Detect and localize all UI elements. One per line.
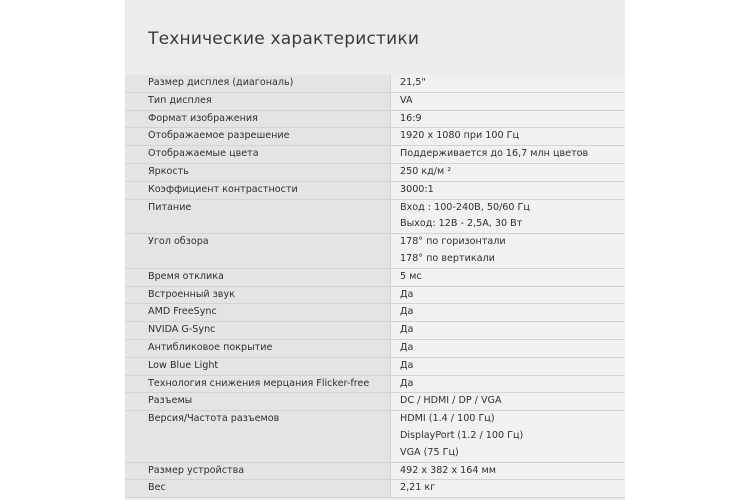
spec-value-line: Да	[400, 377, 414, 389]
spec-label: Размер дисплея (диагональ)	[125, 75, 391, 92]
spec-value-line: Вход : 100-240В, 50/60 Гц	[400, 201, 530, 213]
spec-label: Версия/Частота разъемов	[125, 411, 391, 461]
spec-label: Вес	[125, 480, 391, 497]
spec-row	[125, 200, 625, 235]
spec-value-line: Да	[400, 288, 414, 300]
spec-row	[125, 93, 625, 111]
spec-label: Питание	[125, 200, 391, 234]
spec-row	[125, 304, 625, 322]
spec-value-line: Да	[400, 359, 414, 371]
spec-value	[391, 480, 625, 497]
spec-value	[391, 111, 625, 128]
spec-label: Размер устройства	[125, 463, 391, 480]
spec-row	[125, 463, 625, 481]
spec-value-line: HDMI (1.4 / 100 Гц)	[400, 413, 495, 425]
spec-value-line: 5 мс	[400, 270, 422, 282]
spec-value	[391, 411, 625, 461]
spec-label: Угол обзора	[125, 234, 391, 268]
spec-value-line: Да	[400, 306, 414, 318]
spec-label: Тип дисплея	[125, 93, 391, 110]
spec-row	[125, 234, 625, 269]
spec-value	[391, 358, 625, 375]
spec-value	[391, 376, 625, 393]
spec-label: Отображаемые цвета	[125, 146, 391, 163]
spec-value	[391, 234, 625, 268]
spec-label: Антибликовое покрытие	[125, 340, 391, 357]
spec-value-line: DisplayPort (1.2 / 100 Гц)	[400, 429, 524, 441]
spec-value	[391, 393, 625, 410]
spec-value	[391, 340, 625, 357]
spec-row	[125, 128, 625, 146]
spec-value	[391, 75, 625, 92]
spec-value-line: 178° по горизонтали	[400, 236, 506, 248]
spec-label: AMD FreeSync	[125, 304, 391, 321]
spec-label: Технология снижения мерцания Flicker-free	[125, 376, 391, 393]
spec-row	[125, 411, 625, 462]
spec-label: Low Blue Light	[125, 358, 391, 375]
spec-label: Отображаемое разрешение	[125, 128, 391, 145]
spec-row	[125, 146, 625, 164]
spec-value-line: Выход: 12В - 2,5А, 30 Вт	[400, 218, 523, 230]
spec-value-line: Да	[400, 324, 414, 336]
spec-value	[391, 164, 625, 181]
spec-panel	[125, 0, 625, 500]
spec-label: Встроенный звук	[125, 287, 391, 304]
spec-row	[125, 269, 625, 287]
spec-row	[125, 376, 625, 394]
spec-label: Разъемы	[125, 393, 391, 410]
spec-row	[125, 340, 625, 358]
spec-value-line: Поддерживается до 16,7 млн цветов	[400, 148, 589, 160]
spec-label: Формат изображения	[125, 111, 391, 128]
spec-row	[125, 322, 625, 340]
spec-value	[391, 200, 625, 234]
spec-value	[391, 304, 625, 321]
spec-value	[391, 182, 625, 199]
spec-value-line: VA	[400, 94, 413, 106]
spec-value-line: DC / HDMI / DP / VGA	[400, 395, 502, 407]
spec-value-line: Да	[400, 341, 414, 353]
spec-value	[391, 287, 625, 304]
spec-value-line: 16:9	[400, 112, 422, 124]
spec-row	[125, 358, 625, 376]
spec-value-line: 21,5"	[400, 77, 426, 88]
spec-row	[125, 480, 625, 498]
spec-value-line: 3000:1	[400, 183, 434, 195]
spec-row	[125, 393, 625, 411]
page-title: Технические характеристики	[148, 29, 420, 49]
spec-value-line: 492 x 382 x 164 мм	[400, 464, 497, 476]
spec-value-line: 2,21 кг	[400, 482, 436, 494]
spec-row	[125, 182, 625, 200]
spec-value	[391, 269, 625, 286]
spec-row	[125, 164, 625, 182]
spec-value-line: 178° по вертикали	[400, 252, 495, 264]
spec-row	[125, 287, 625, 305]
spec-label: NVIDA G-Sync	[125, 322, 391, 339]
spec-row	[125, 111, 625, 129]
spec-value	[391, 322, 625, 339]
spec-value	[391, 463, 625, 480]
spec-table	[125, 75, 625, 498]
spec-label: Время отклика	[125, 269, 391, 286]
spec-value-line: VGA (75 Гц)	[400, 446, 459, 458]
spec-value	[391, 128, 625, 145]
spec-row	[125, 75, 625, 93]
spec-value	[391, 146, 625, 163]
spec-label: Коэффициент контрастности	[125, 182, 391, 199]
spec-value-line: 250 кд/м ²	[400, 165, 452, 177]
spec-value-line: 1920 x 1080 при 100 Гц	[400, 130, 520, 142]
spec-label: Яркость	[125, 164, 391, 181]
spec-value	[391, 93, 625, 110]
